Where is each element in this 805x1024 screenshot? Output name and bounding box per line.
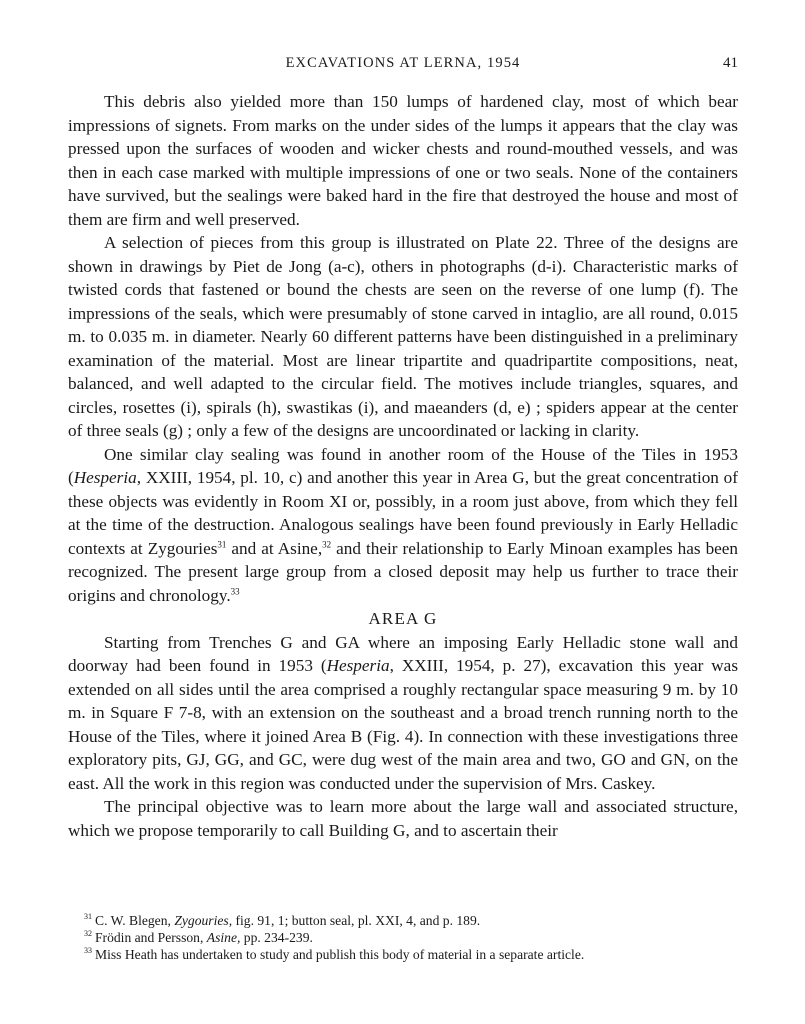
journal-title: Hesperia	[73, 468, 137, 487]
paragraph-3	[68, 443, 738, 608]
journal-title: Hesperia	[326, 656, 390, 675]
paragraph-1: This debris also yielded more than 150 lumps of hardened clay, most of which bear impressions of signets. From marks on the under sides of the lumps it appears that the clay was pressed upon the surfaces of wooden and wicker chests and round-mouthed vessels, and was then in each case marked with multiple impressions of one or two seals. None of the containers have survived, but the sealings were baked hard in the fire that destroyed the house and most of them are firm and well preserved.	[68, 92, 738, 229]
paragraph-3-text-a: One similar clay sealing was found in another room of the House of the Tiles in 1953 (	[68, 444, 738, 487]
footnote	[68, 929, 738, 946]
running-title: EXCAVATIONS AT LERNA, 1954	[285, 55, 521, 71]
footnote-italic: Asine,	[206, 930, 241, 945]
footnote	[68, 946, 738, 963]
section-heading: AREA G	[368, 609, 438, 628]
footnote-ref-33: 33	[230, 585, 240, 596]
footnote-text: Frödin and Persson,	[95, 930, 207, 945]
paragraph-5: The principal objective was to learn more about the large wall and associated structure, which we propose temporarily to call Building G, and to ascertain their	[68, 797, 738, 840]
footnote-text: C. W. Blegen,	[95, 913, 175, 928]
running-header	[68, 55, 738, 79]
paragraph-4-text-c: , XXIII, 1954, p. 27), excavation this year was extended on all sides until the area comprised a roughly rectangular space measuring 9 m. by 10 m. in Square F 7-8, with an extension on the southeast and a broad trench running north to the House of the Tiles, where it joined Area B (Fig. 4). In connection with these investigations three exploratory pits, GJ, GG, and GC, were dug west of the main area and two, GO and GN, on the east. All the work in this region was conducted under the supervision of Mrs. Caskey.	[68, 656, 739, 793]
paragraph-2: A selection of pieces from this group is illustrated on Plate 22. Three of the designs are shown in drawings by Piet de Jong (a-c), others in photographs (d-i). Characteristic marks of twisted cords that fastened or bound the chests are seen on the reverse of one lump (f). The impressions of the seals, which were presumably of stone carved in intaglio, are all round, 0.015 m. to 0.035 m. in diameter. Nearly 60 different patterns have been distinguished in a preliminary examination of the material. Most are linear tripartite and quadripartite compositions, neat, balanced, and well adapted to the circular field. The motives include triangles, squares, and circles, rosettes (i), spirals (h), swastikas (i), and maeanders (d, e) ; spiders appear at the center of three seals (g) ; only a few of the designs are uncoordinated or lacking in clarity.	[68, 233, 738, 440]
footnote-text: Miss Heath has undertaken to study and publish this body of material in a separate article.	[95, 947, 585, 962]
footnote-text: pp. 234-239.	[240, 930, 313, 945]
footnote	[68, 912, 738, 929]
footnote-ref-31: 31	[217, 538, 227, 549]
paragraph-3-text-c: , XXIII, 1954, pl. 10, c) and another this year in Area G, but the great concentration of these objects was evidently in Room XI or, possibly, in a room just above, from which they fell at the time of the destruction. Analogous sealings have been found previously in Early Helladic contexts at Zygouries	[68, 468, 738, 558]
footnote-number: 31	[84, 912, 92, 922]
footnotes	[68, 912, 738, 963]
paragraph-3-text-d: and at Asine,	[226, 538, 323, 558]
paragraph-3-text-e: and their relationship to Early Minoan examples has been recognized. The present large group from a closed deposit may help us further to trace their origins and chronology.	[68, 538, 739, 605]
footnote-ref-32: 32	[322, 538, 332, 549]
paragraph-4	[68, 631, 738, 796]
footnote-number: 33	[84, 946, 92, 956]
page-number: 41	[723, 55, 738, 71]
footnote-italic: Zygouries,	[174, 913, 233, 928]
paragraph-4-text-a: Starting from Trenches G and GA where an imposing Early Helladic stone wall and doorway had been found in 1953 (	[68, 632, 738, 675]
body-text	[68, 90, 738, 842]
footnote-number: 32	[84, 929, 92, 939]
footnote-text: fig. 91, 1; button seal, pl. XXI, 4, and p. 189.	[232, 913, 481, 928]
